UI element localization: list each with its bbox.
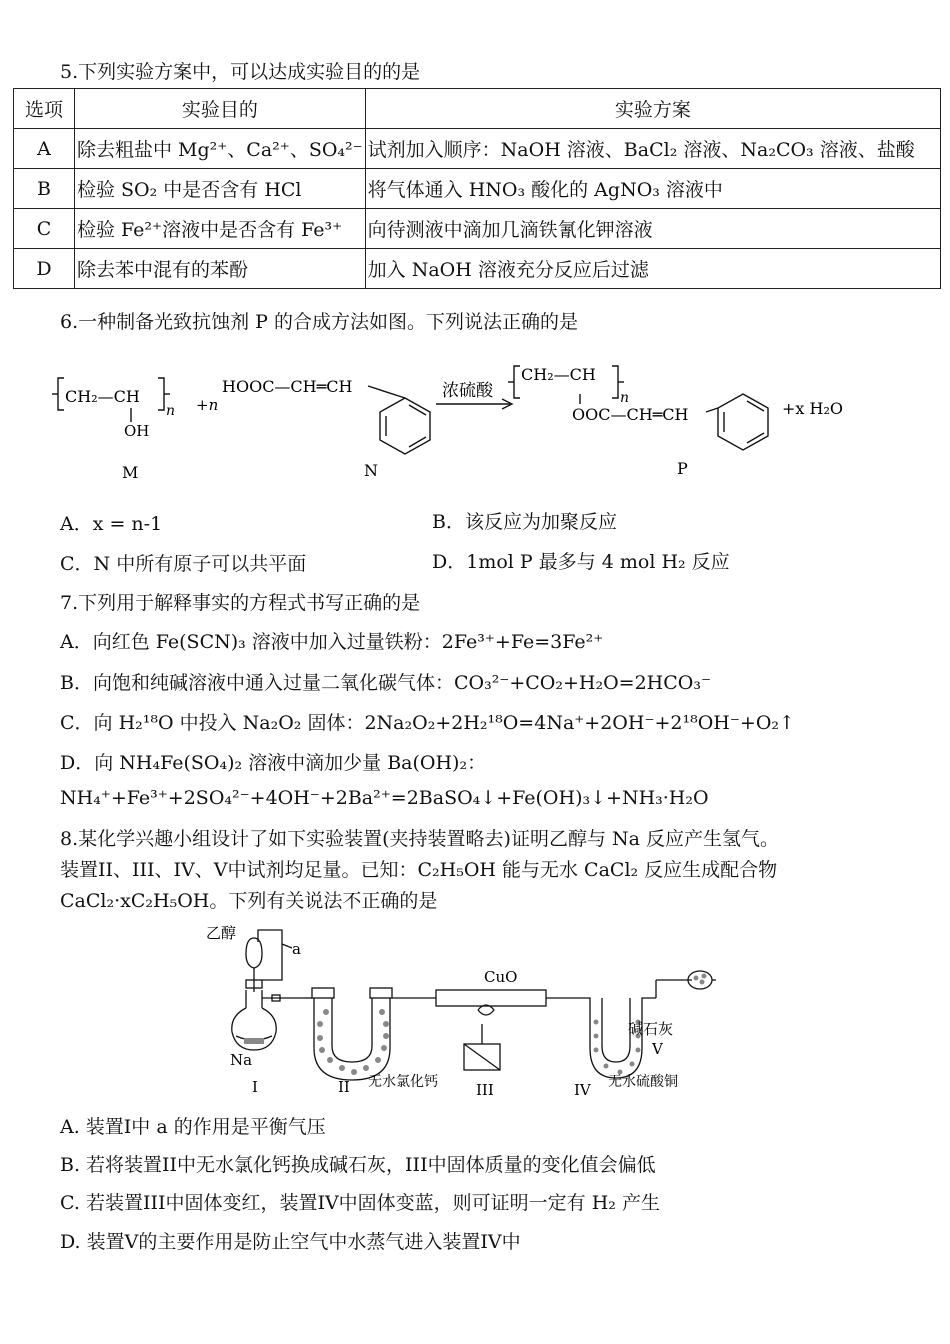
q8-option-b: B. 若将装置II中无水氯化钙换成碱石灰，III中固体质量的变化值会偏低 [60,1154,656,1176]
label-apparatus-1: I [252,1078,258,1096]
table-header-row [14,89,941,129]
q5-table [13,88,941,289]
label-soda-lime: 碱石灰 [628,1020,674,1038]
header-plan: 实验方案 [365,89,940,129]
label-apparatus-3: III [476,1081,494,1099]
q6-option-b: B．该反应为加聚反应 [432,511,617,533]
row-plan: 试剂加入顺序：NaOH 溶液、BaCl₂ 溶液、Na₂CO₃ 溶液、盐酸 [365,129,940,169]
label-cacl2: 无水氯化钙 [368,1074,438,1090]
row-option: C [14,209,75,249]
q6-stem: 6.一种制备光致抗蚀剂 P 的合成方法如图。下列说法正确的是 [60,311,578,333]
apparatus-diagram [196,920,716,1100]
row-goal: 检验 SO₂ 中是否含有 HCl [75,169,366,209]
q7-option-c: C．向 H₂¹⁸O 中投入 Na₂O₂ 固体：2Na₂O₂+2H₂¹⁸O=4Na⁺+2OH⁻+2¹⁸OH⁻+O₂↑ [60,712,795,734]
p-formula: CH₂—CH [521,365,596,384]
q7-option-b: B．向饱和纯碱溶液中通入过量二氧化碳气体：CO₃²⁻+CO₂+H₂O=2HCO₃⁻ [60,672,712,694]
table-row [14,249,941,289]
q8-stem-line-2: 装置II、III、IV、V中试剂均足量。已知：C₂H₅OH 能与无水 CaCl₂ 反应生成配合物 [60,859,778,881]
label-n: N [364,461,378,480]
q7-option-d-equation: NH₄⁺+Fe³⁺+2SO₄²⁻+4OH⁻+2Ba²⁺=2BaSO₄↓+Fe(OH)₃↓+NH₃·H₂O [60,787,709,809]
label-p: P [677,459,688,478]
arrow-label: 浓硫酸 [442,381,493,401]
header-goal: 实验目的 [75,89,366,129]
row-goal: 除去粗盐中 Mg²⁺、Ca²⁺、SO₄²⁻ [75,129,366,169]
q6-option-d: D．1mol P 最多与 4 mol H₂ 反应 [432,551,730,573]
label-sodium: Na [230,1051,253,1069]
label-cuso4: 无水硫酸铜 [608,1074,678,1090]
plus-n: +n [196,396,219,414]
label-m: M [122,463,139,482]
q8-stem-line-1: 8.某化学兴趣小组设计了如下实验装置(夹持装置略去)证明乙醇与 Na 反应产生氢气。 [60,828,779,850]
q7-stem: 7.下列用于解释事实的方程式书写正确的是 [60,592,421,614]
row-plan: 加入 NaOH 溶液充分反应后过滤 [365,249,940,289]
label-cuo: CuO [484,968,518,986]
p-subscript: n [620,390,630,406]
q6-option-a: A．x = n-1 [60,513,163,535]
synthesis-scheme [50,348,870,488]
label-apparatus-2: II [338,1078,350,1096]
q8-option-a: A. 装置I中 a 的作用是平衡气压 [60,1116,326,1138]
q7-option-d: D．向 NH₄Fe(SO₄)₂ 溶液中滴加少量 Ba(OH)₂： [60,752,487,774]
label-ethanol: 乙醇 [206,924,237,942]
q8-option-d: D. 装置V的主要作用是防止空气中水蒸气进入装置IV中 [60,1231,521,1253]
row-option: B [14,169,75,209]
row-option: A [14,129,75,169]
q8-option-c: C. 若装置III中固体变红，装置IV中固体变蓝，则可证明一定有 H₂ 产生 [60,1192,660,1214]
row-plan: 将气体通入 HNO₃ 酸化的 AgNO₃ 溶液中 [365,169,940,209]
m-subscript: n [166,403,176,419]
q8-stem-line-3: CaCl₂·xC₂H₅OH。下列有关说法不正确的是 [60,890,438,912]
q7-option-a: A．向红色 Fe(SCN)₃ 溶液中加入过量铁粉：2Fe³⁺+Fe=3Fe²⁺ [60,631,604,653]
row-option: D [14,249,75,289]
q5-stem: 5.下列实验方案中，可以达成实验目的的是 [60,61,421,83]
table-row [14,129,941,169]
row-plan: 向待测液中滴加几滴铁氰化钾溶液 [365,209,940,249]
table-row [14,209,941,249]
n-formula: HOOC—CH═CH [222,377,353,396]
row-goal: 除去苯中混有的苯酚 [75,249,366,289]
row-goal: 检验 Fe²⁺溶液中是否含有 Fe³⁺ [75,209,366,249]
m-formula: CH₂—CH [65,387,140,406]
water-product: +x H₂O [782,399,843,418]
q6-option-c: C．N 中所有原子可以共平面 [60,553,307,575]
label-a: a [292,940,301,958]
label-apparatus-4: IV [574,1081,591,1099]
p-side-chain: OOC—CH═CH [572,405,689,424]
table-row [14,169,941,209]
header-option: 选项 [14,89,75,129]
m-hydroxyl: OH [124,422,150,440]
label-apparatus-5: V [652,1040,663,1058]
